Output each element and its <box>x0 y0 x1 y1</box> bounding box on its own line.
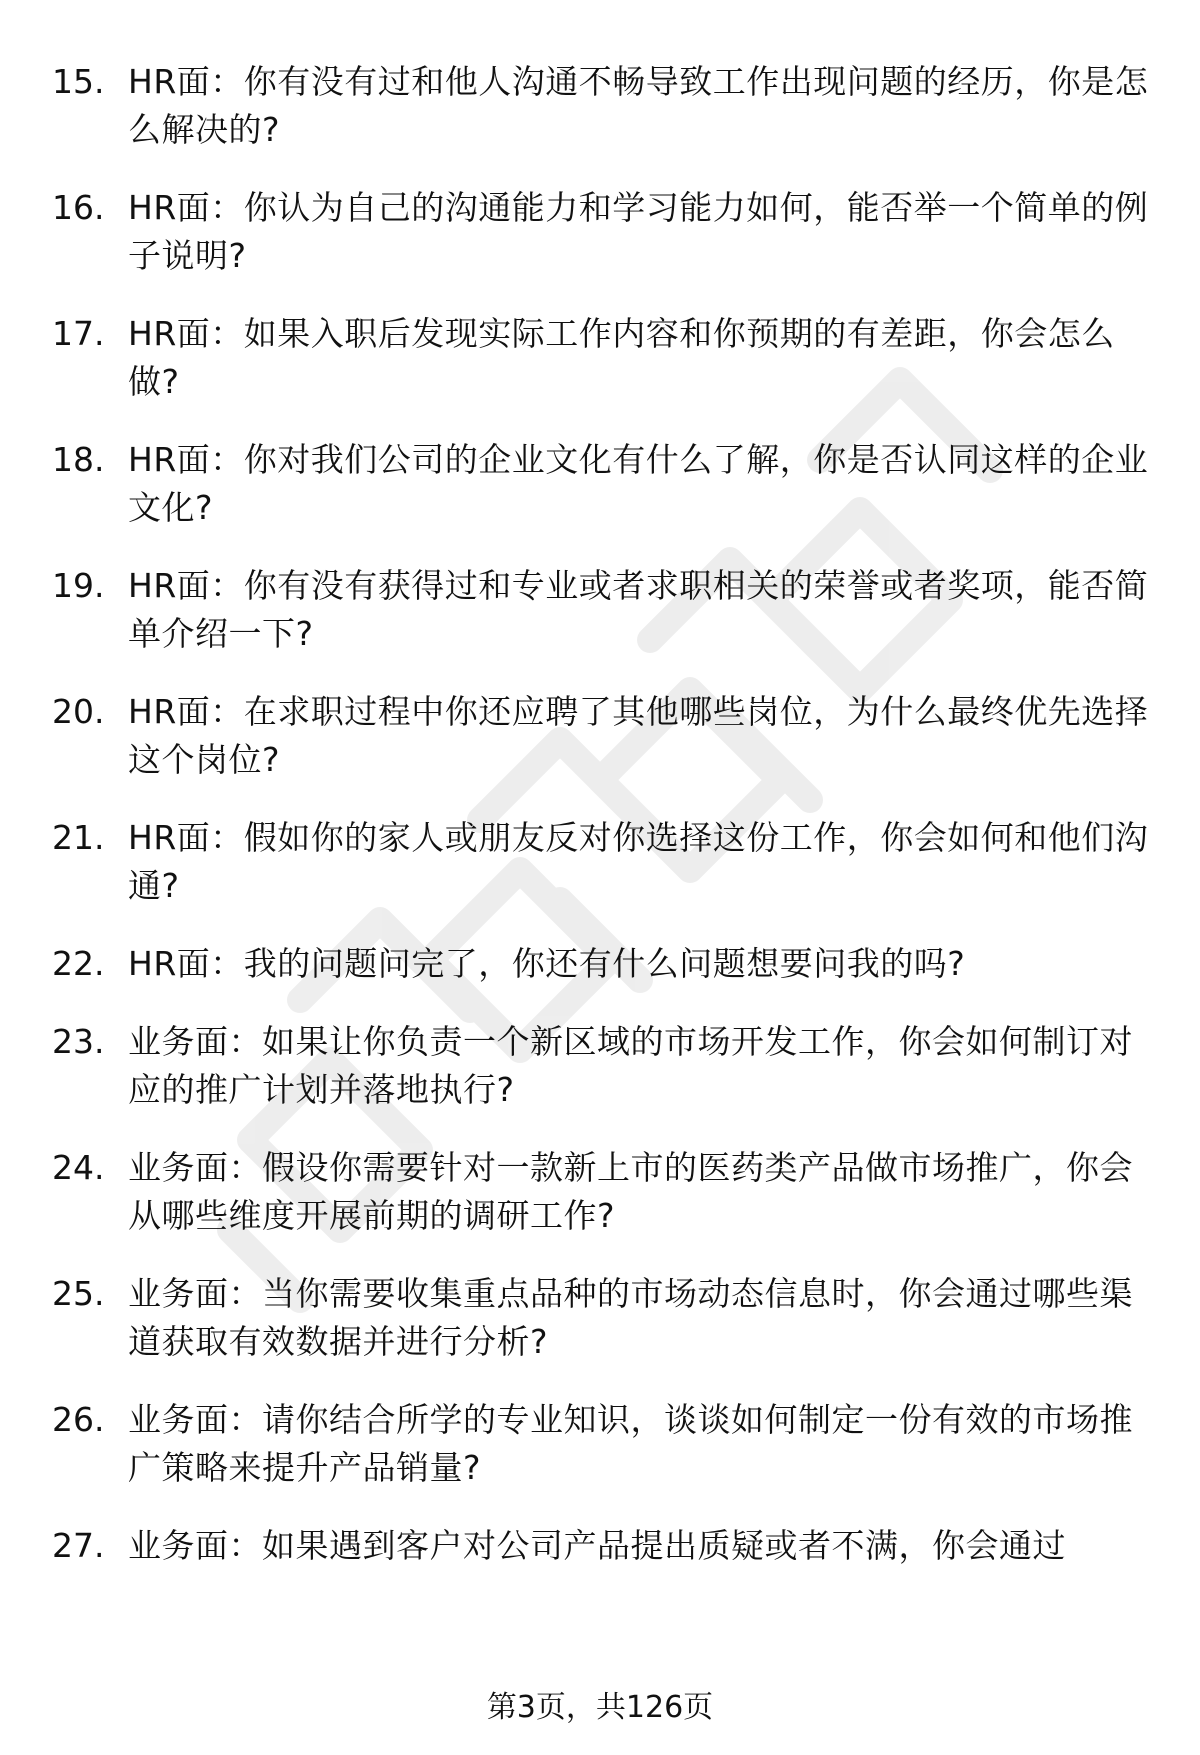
question-number: 23. <box>52 1022 105 1061</box>
question-item <box>52 1522 1152 1570</box>
question-item <box>52 1144 1152 1240</box>
question-item <box>52 58 1152 154</box>
question-number: 19. <box>52 566 105 605</box>
question-item <box>52 1018 1152 1114</box>
question-text: 业务面：如果遇到客户对公司产品提出质疑或者不满，你会通过 <box>128 1526 1066 1565</box>
question-text: HR面：你有没有获得过和专业或者求职相关的荣誉或者奖项，能否简单介绍一下? <box>128 566 1149 653</box>
question-number: 27. <box>52 1526 105 1565</box>
question-number: 21. <box>52 818 105 857</box>
question-item <box>52 310 1152 406</box>
question-number: 25. <box>52 1274 105 1313</box>
question-item <box>52 562 1152 658</box>
question-number: 20. <box>52 692 105 731</box>
question-item <box>52 1270 1152 1366</box>
question-text: HR面：你对我们公司的企业文化有什么了解，你是否认同这样的企业文化? <box>128 440 1149 527</box>
question-text: HR面：假如你的家人或朋友反对你选择这份工作，你会如何和他们沟通? <box>128 818 1149 905</box>
question-item <box>52 436 1152 532</box>
question-item <box>52 814 1152 910</box>
question-text: HR面：如果入职后发现实际工作内容和你预期的有差距，你会怎么做? <box>128 314 1115 401</box>
question-text: 业务面：当你需要收集重点品种的市场动态信息时，你会通过哪些渠道获取有效数据并进行分析? <box>128 1274 1133 1361</box>
question-number: 26. <box>52 1400 105 1439</box>
question-text: HR面：你认为自己的沟通能力和学习能力如何，能否举一个简单的例子说明? <box>128 188 1149 275</box>
question-item <box>52 184 1152 280</box>
question-text: HR面：你有没有过和他人沟通不畅导致工作出现问题的经历，你是怎么解决的? <box>128 62 1149 149</box>
question-number: 16. <box>52 188 105 227</box>
question-text: 业务面：请你结合所学的专业知识，谈谈如何制定一份有效的市场推广策略来提升产品销量? <box>128 1400 1133 1487</box>
question-number: 22. <box>52 944 105 983</box>
question-item <box>52 1396 1152 1492</box>
question-number: 24. <box>52 1148 105 1187</box>
question-number: 17. <box>52 314 105 353</box>
question-text: HR面：我的问题问完了，你还有什么问题想要问我的吗? <box>128 944 966 983</box>
question-number: 15. <box>52 62 105 101</box>
question-number: 18. <box>52 440 105 479</box>
question-item <box>52 940 1152 988</box>
page-footer: 第3页，共126页 <box>486 1690 714 1725</box>
question-list <box>52 58 1152 1600</box>
question-text: HR面：在求职过程中你还应聘了其他哪些岗位，为什么最终优先选择这个岗位? <box>128 692 1149 779</box>
question-text: 业务面：如果让你负责一个新区域的市场开发工作，你会如何制订对应的推广计划并落地执行? <box>128 1022 1133 1109</box>
question-item <box>52 688 1152 784</box>
question-text: 业务面：假设你需要针对一款新上市的医药类产品做市场推广，你会从哪些维度开展前期的调研工作? <box>128 1148 1133 1235</box>
